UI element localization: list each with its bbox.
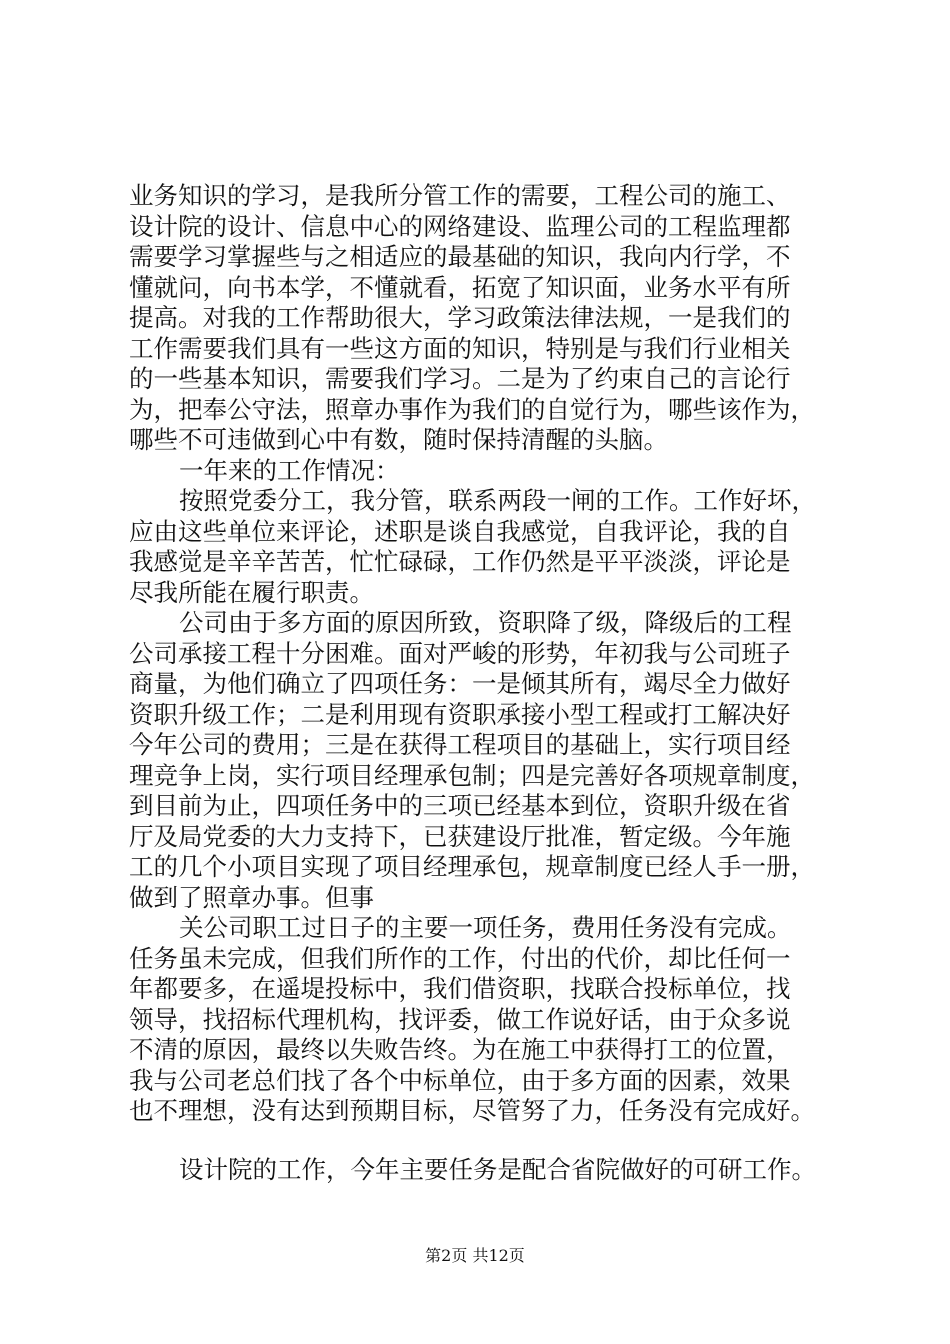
text-line: 今年公司的费用；三是在获得工程项目的基础上，实行项目经 <box>129 730 791 759</box>
text-line: 按照党委分工，我分管，联系两段一闸的工作。工作好坏， <box>179 486 816 515</box>
text-line: 也不理想，没有达到预期目标，尽管努了力，任务没有完成好。 <box>129 1096 815 1125</box>
paragraph <box>129 913 839 1127</box>
text-line: 工的几个小项目实现了项目经理承包，规章制度已经人手一册， <box>129 852 815 881</box>
text-line: 我与公司老总们找了各个中标单位，由于多方面的因素，效果 <box>129 1065 791 1095</box>
paragraph <box>129 456 839 487</box>
paragraph <box>129 486 839 608</box>
document-body <box>129 181 839 1185</box>
text-line: 工作需要我们具有一些这方面的知识，特别是与我们行业相关 <box>129 333 791 363</box>
text-line: 尽我所能在履行职责。 <box>129 577 374 607</box>
text-line: 哪些不可违做到心中有数，随时保持清醒的头脑。 <box>129 425 668 454</box>
text-line: 商量，为他们确立了四项任务：一是倾其所有，竭尽全力做好 <box>129 669 791 698</box>
text-line: 公司由于多方面的原因所致，资职降了级，降级后的工程 <box>179 608 792 637</box>
text-line: 厅及局党委的大力支持下，已获建设厅批准，暂定级。今年施 <box>129 821 791 851</box>
text-line: 资职升级工作；二是利用现有资职承接小型工程或打工解决好 <box>129 699 791 729</box>
text-line: 任务虽未完成，但我们所作的工作，付出的代价，却比任何一 <box>129 943 791 973</box>
text-line: 提高。对我的工作帮助很大，学习政策法律法规，一是我们的 <box>129 303 791 332</box>
paragraph <box>129 608 839 913</box>
text-line: 公司承接工程十分困难。面对严峻的形势，年初我与公司班子 <box>129 638 791 668</box>
text-line: 我感觉是辛辛苦苦，忙忙碌碌，工作仍然是平平淡淡，评论是 <box>129 547 791 576</box>
text-line: 需要学习掌握些与之相适应的最基础的知识，我向内行学，不 <box>129 242 791 271</box>
text-line: 业务知识的学习，是我所分管工作的需要，工程公司的施工、 <box>129 181 791 210</box>
page-number: 第2页 共12页 <box>425 1246 525 1265</box>
paragraph-gap <box>129 1127 839 1155</box>
text-line: 一年来的工作情况： <box>179 455 400 485</box>
text-line: 设计院的工作，今年主要任务是配合省院做好的可研工作。 <box>179 1154 816 1184</box>
text-line: 的一些基本知识，需要我们学习。二是为了约束自己的言论行 <box>129 364 791 393</box>
text-line: 关公司职工过日子的主要一项任务，费用任务没有完成。 <box>179 913 792 942</box>
text-line: 年都要多，在遥堤投标中，我们借资职，找联合投标单位，找 <box>129 974 791 1003</box>
text-line: 做到了照章办事。但事 <box>129 882 374 912</box>
text-line: 到目前为止，四项任务中的三项已经基本到位，资职升级在省 <box>129 791 791 820</box>
text-line: 应由这些单位来评论，述职是谈自我感觉，自我评论，我的自 <box>129 516 791 546</box>
text-line: 领导，找招标代理机构，找评委，做工作说好话，由于众多说 <box>129 1004 791 1034</box>
text-line: 为，把奉公守法，照章办事作为我们的自觉行为，哪些该作为， <box>129 394 815 424</box>
paragraph <box>129 1155 839 1186</box>
paragraph <box>129 181 839 456</box>
text-line: 理竞争上岗，实行项目经理承包制；四是完善好各项规章制度， <box>129 760 815 790</box>
text-line: 不清的原因，最终以失败告终。为在施工中获得打工的位置， <box>129 1035 791 1064</box>
text-line: 懂就问，向书本学，不懂就看，拓宽了知识面，业务水平有所 <box>129 272 791 302</box>
text-line: 设计院的设计、信息中心的网络建设、监理公司的工程监理都 <box>129 211 791 241</box>
